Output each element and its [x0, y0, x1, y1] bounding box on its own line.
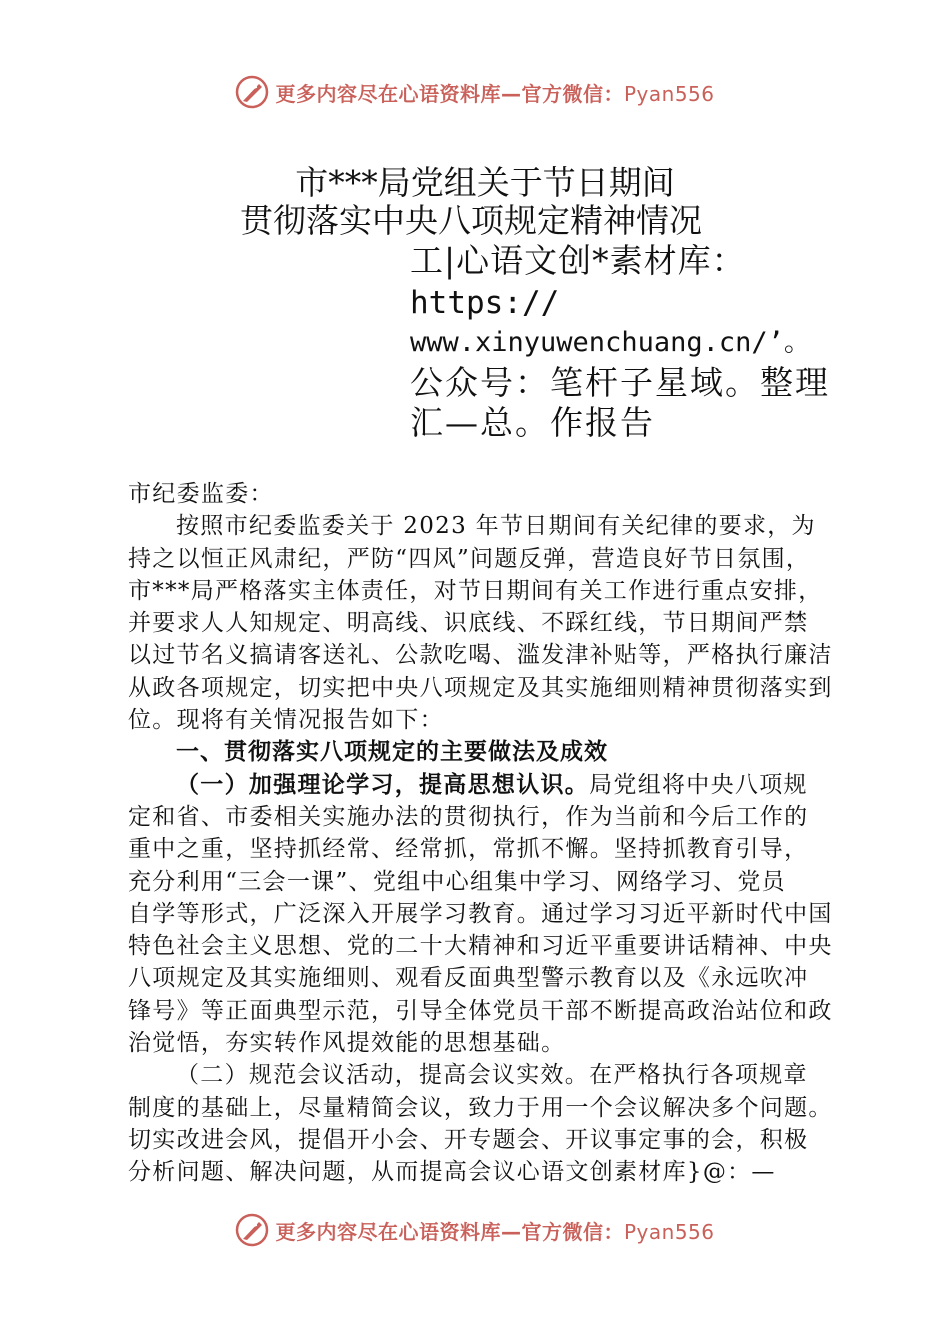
salutation: 市纪委监委：: [128, 481, 274, 507]
paragraph-line: 自学等形式，广泛深入开展学习教育。通过学习习近平新时代中国: [128, 900, 833, 927]
doc-title-line-1: 市***局党组关于节日期间: [295, 163, 675, 202]
quill-logo-icon: [235, 1213, 269, 1247]
paragraph-line: 锋号》等正面典型示范，引导全体党员干部不断提高政治站位和政: [128, 997, 833, 1024]
subtitle-line: 汇—总。作报告: [410, 403, 655, 442]
watermark-banner-top: [0, 72, 950, 112]
paragraph-line: 特色社会主义思想、党的二十大精神和习近平重要讲话精神、中央: [128, 933, 833, 960]
paragraph-line: 定和省、市委相关实施办法的贯彻执行，作为当前和今后工作的: [128, 803, 809, 830]
doc-title-line-2: 贯彻落实中央八项规定精神情况: [240, 201, 702, 240]
paragraph-line: 位。现将有关情况报告如下：: [128, 707, 444, 734]
paragraph-line: 持之以恒正风肃纪，严防“四风”问题反弹，营造良好节日氛围，: [128, 545, 811, 572]
subtitle-line: 工|心语文创*素材库：: [410, 241, 746, 280]
paragraph-line: 八项规定及其实施细则、观看反面典型警示教育以及《永远吹冲: [128, 965, 809, 992]
paragraph-line: 治觉悟，夯实转作风提效能的思想基础。: [128, 1030, 566, 1057]
section-heading: 一、贯彻落实八项规定的主要做法及成效: [176, 739, 608, 766]
paragraph-line: （二）规范会议活动，提高会议实效。在严格执行各项规章: [176, 1062, 808, 1089]
paragraph-line: 按照市纪委监委关于 2023 年节日期间有关纪律的要求，为: [176, 513, 816, 540]
paragraph-text: 局党组将中央八项规: [589, 771, 808, 798]
subtitle-line: 公众号：笔杆子星域。整理: [410, 363, 830, 402]
watermark-text: 更多内容尽在心语资料库—官方微信：Pyan556: [275, 81, 715, 106]
quill-logo-icon: [235, 75, 269, 109]
paragraph-line: 市***局严格落实主体责任，对节日期间有关工作进行重点安排，: [128, 577, 823, 604]
paragraph-line: [128, 769, 848, 801]
paragraph-line: 并要求人人知规定、明高线、识底线、不踩红线，节日期间严禁: [128, 610, 809, 637]
document-body: [128, 478, 848, 1189]
subtitle-line: www.xinyuwenchuang.cn/’。: [410, 327, 811, 358]
paragraph-line: 切实改进会风，提倡开小会、开专题会、开议事定事的会，积极: [128, 1126, 809, 1153]
paragraph-line: 充分利用“三会一课”、党组中心组集中学习、网络学习、党员: [128, 868, 786, 895]
watermark-banner-bottom: [0, 1210, 950, 1250]
paragraph-line: 从政各项规定，切实把中央八项规定及其实施细则精神贯彻落实到: [128, 674, 833, 701]
subsection-heading: （一）加强理论学习，提高思想认识。: [176, 770, 590, 798]
paragraph-line: 制度的基础上，尽量精简会议，致力于用一个会议解决多个问题。: [128, 1094, 833, 1121]
paragraph-line: 分析问题、解决问题，从而提高会议心语文创素材库}@：—: [128, 1159, 776, 1186]
watermark-text: 更多内容尽在心语资料库—官方微信：Pyan556: [275, 1219, 715, 1244]
paragraph-line: 以过节名义搞请客送礼、公款吃喝、滥发津补贴等，严格执行廉洁: [128, 642, 833, 669]
paragraph-line: 重中之重，坚持抓经常、经常抓，常抓不懈。坚持抓教育引导，: [128, 836, 809, 863]
subtitle-line: https://: [410, 285, 560, 321]
